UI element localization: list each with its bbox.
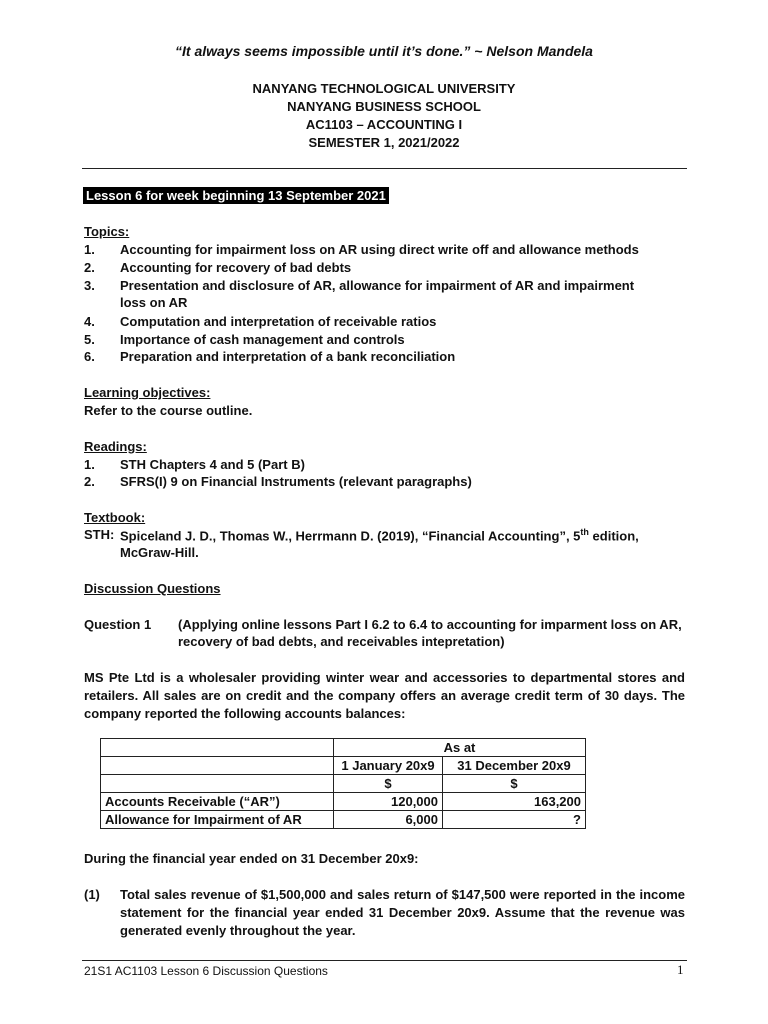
table-cell-empty bbox=[101, 757, 334, 775]
school-name: NANYANG BUSINESS SCHOOL bbox=[287, 99, 481, 114]
during-text: During the financial year ended on 31 December 20x9: bbox=[84, 851, 419, 866]
semester: SEMESTER 1, 2021/2022 bbox=[308, 135, 460, 150]
reading-item bbox=[84, 474, 472, 489]
row-value-dec: ? bbox=[443, 811, 586, 829]
row-label: Allowance for Impairment of AR bbox=[101, 811, 334, 829]
topic-item bbox=[84, 278, 634, 293]
topic-text: Preparation and interpretation of a bank reconciliation bbox=[120, 349, 456, 364]
topic-item bbox=[84, 349, 455, 364]
item-1-text: Total sales revenue of $1,500,000 and sales return of $147,500 were reported in the income statement for the financial year ended 31 December 20x9. Assume that the revenue was generated evenly throughout the year. bbox=[120, 887, 685, 938]
topic-text: Accounting for impairment loss on AR using direct write off and allowance methods bbox=[120, 242, 639, 257]
topic-text: Accounting for recovery of bad debts bbox=[120, 260, 352, 275]
table-row bbox=[101, 793, 586, 811]
reading-text: STH Chapters 4 and 5 (Part B) bbox=[120, 457, 305, 472]
col-header-jan: 1 January 20x9 bbox=[334, 757, 443, 775]
discussion-title: Discussion Questions bbox=[84, 581, 221, 596]
reading-number: 2. bbox=[84, 474, 95, 489]
course-title: AC1103 – ACCOUNTING I bbox=[305, 117, 463, 132]
balances-table bbox=[100, 738, 586, 829]
topic-item bbox=[84, 332, 405, 347]
textbook-label: STH: bbox=[84, 527, 115, 542]
table-cell-empty bbox=[101, 775, 334, 793]
topic-text: Presentation and disclosure of AR, allowance for impairment of AR and impairment bbox=[120, 278, 635, 293]
topic-text: Computation and interpretation of receivable ratios bbox=[120, 314, 437, 329]
topic-number: 3. bbox=[84, 278, 95, 293]
page-number: 1 bbox=[677, 962, 684, 977]
table-corner bbox=[101, 739, 334, 757]
reading-text: SFRS(I) 9 on Financial Instruments (relevant paragraphs) bbox=[120, 474, 472, 489]
topic-number: 2. bbox=[84, 260, 95, 275]
topic-text: Importance of cash management and controls bbox=[120, 332, 405, 347]
topic-item bbox=[84, 242, 639, 257]
reading-item bbox=[84, 457, 305, 472]
unit-dec: $ bbox=[443, 775, 586, 793]
question-1-description-cont: recovery of bad debts, and receivables intepretation) bbox=[178, 634, 505, 649]
footer-text: 21S1 AC1103 Lesson 6 Discussion Questions bbox=[84, 964, 328, 978]
topic-number: 5. bbox=[84, 332, 95, 347]
header-divider bbox=[82, 168, 687, 169]
item-1-number: (1) bbox=[84, 887, 100, 902]
row-value-jan: 6,000 bbox=[334, 811, 443, 829]
row-label: Accounts Receivable (“AR”) bbox=[101, 793, 334, 811]
learning-objectives-text: Refer to the course outline. bbox=[84, 403, 253, 418]
topic-item bbox=[84, 260, 351, 275]
col-header-dec: 31 December 20x9 bbox=[443, 757, 586, 775]
textbook-citation: Spiceland J. D., Thomas W., Herrmann D. (2019), “Financial Accounting”, 5th edition, bbox=[120, 527, 639, 544]
intro-paragraph: MS Pte Ltd is a wholesaler providing winter wear and accessories to departmental stores and retailers. All sales are on credit and the company offers an average credit term of 30 days. The company reported the following accounts balances: bbox=[84, 670, 685, 721]
topic-number: 1. bbox=[84, 242, 95, 257]
learning-objectives-title: Learning objectives: bbox=[84, 385, 211, 400]
topic-text: loss on AR bbox=[120, 295, 188, 310]
question-1-description: (Applying online lessons Part I 6.2 to 6.4 to accounting for imparment loss on AR, bbox=[178, 617, 682, 632]
unit-jan: $ bbox=[334, 775, 443, 793]
topic-number: 4. bbox=[84, 314, 95, 329]
row-value-dec: 163,200 bbox=[443, 793, 586, 811]
table-row bbox=[101, 811, 586, 829]
textbook-line bbox=[84, 527, 685, 543]
university-name: NANYANG TECHNOLOGICAL UNIVERSITY bbox=[252, 81, 516, 96]
quote: “It always seems impossible until it’s done.” ~ Nelson Mandela bbox=[175, 43, 593, 59]
row-value-jan: 120,000 bbox=[334, 793, 443, 811]
topic-number: 6. bbox=[84, 349, 95, 364]
footer-divider bbox=[82, 960, 687, 961]
textbook-publisher: McGraw-Hill. bbox=[120, 545, 199, 560]
lesson-banner: Lesson 6 for week beginning 13 September 2021 bbox=[83, 187, 389, 204]
as-at-header: As at bbox=[334, 739, 586, 757]
textbook-title: Textbook: bbox=[84, 510, 146, 525]
reading-number: 1. bbox=[84, 457, 95, 472]
readings-title: Readings: bbox=[84, 439, 147, 454]
question-1-label: Question 1 bbox=[84, 617, 152, 632]
topics-title: Topics: bbox=[84, 224, 130, 239]
topic-item-continuation bbox=[84, 295, 187, 310]
topic-item bbox=[84, 314, 436, 329]
